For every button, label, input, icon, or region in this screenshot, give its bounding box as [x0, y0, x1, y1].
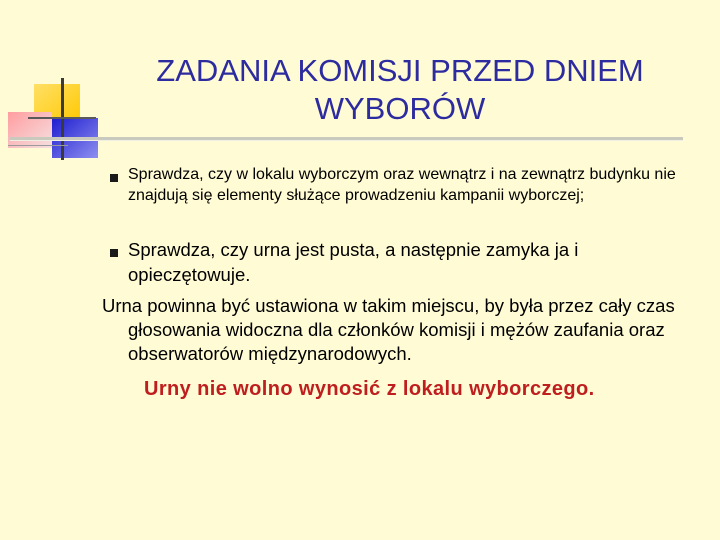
title-line-1: ZADANIA KOMISJI PRZED DNIEM — [156, 53, 644, 88]
title-line-2: WYBORÓW — [314, 91, 486, 126]
bullet-item-1: Sprawdza, czy w lokalu wyborczym oraz wewnątrz i na zewnątrz budynku nie znajdują się elementy służące prowadzeniu kampanii wyborczej; — [128, 166, 676, 204]
slide-title — [100, 52, 700, 128]
bullet-item-2: Sprawdza, czy urna jest pusta, a następnie zamyka ja i opieczętowuje. — [128, 239, 579, 285]
title-divider — [10, 137, 683, 141]
bullet-icon — [110, 174, 118, 182]
logo-horizontal-line — [28, 117, 96, 119]
decorative-squares-logo — [0, 0, 110, 170]
body-paragraph — [102, 294, 702, 366]
body-paragraph-text: Urna powinna być ustawiona w takim miejscu, by była przez cały czas głosowania widoczna dla członków komisji i mężów zaufania oraz obserwatorów międzynarodowych. — [102, 295, 675, 364]
warning-text: Urny nie wolno wynosić z lokalu wyborczego. — [144, 378, 595, 400]
bullet-icon — [110, 249, 118, 257]
